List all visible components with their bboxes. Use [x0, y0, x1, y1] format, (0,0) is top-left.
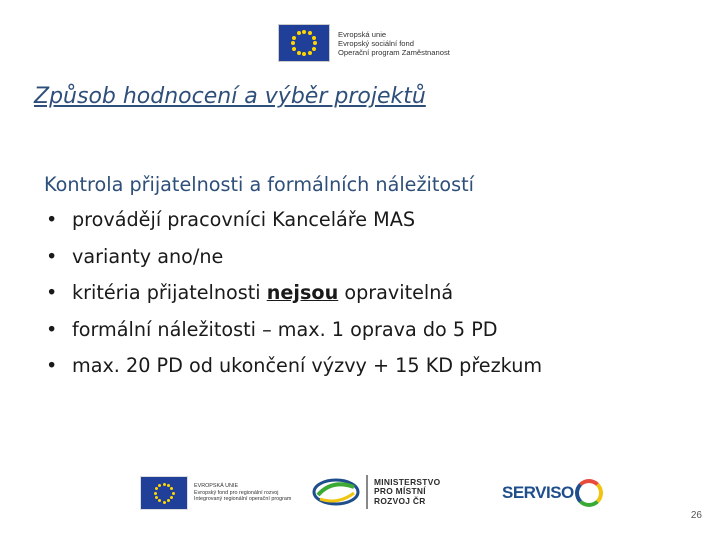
eu-logo-line: Evropský sociální fond — [338, 38, 414, 48]
bullet-icon: • — [46, 244, 58, 268]
serviso-logo — [502, 475, 603, 511]
mmr-logo-line: PRO MÍSTNÍ — [374, 486, 426, 497]
eu-star-icon — [302, 30, 306, 34]
mmr-logo-text — [374, 478, 440, 507]
eu-flag-icon — [140, 476, 188, 510]
eu-star-icon — [302, 52, 306, 56]
slide-content — [44, 168, 684, 385]
bullet-icon: • — [46, 281, 58, 304]
eu-star-icon — [172, 492, 175, 495]
eu-star-icon — [155, 496, 158, 499]
list-item-text: max. 20 PD od ukončení výzvy + 15 KD přezkum — [72, 354, 543, 377]
eu-star-icon — [155, 487, 158, 490]
list-item-text: formální náležitosti – max. 1 oprava do 5 PD — [72, 317, 498, 341]
eu-star-icon — [291, 41, 295, 45]
eu-logo-top — [278, 22, 468, 64]
eu-logo-line: EVROPSKÁ UNIE — [194, 483, 239, 490]
list-item — [44, 348, 684, 385]
list-item-text: varianty ano/ne — [72, 244, 224, 268]
eu-star-icon — [292, 36, 296, 40]
eu-star-icon — [292, 47, 296, 51]
eu-star-icon — [158, 484, 161, 487]
bullet-icon: • — [46, 208, 58, 231]
list-item — [44, 239, 684, 276]
eu-star-icon — [158, 499, 161, 502]
eu-logo-line: Evropský fond pro regionální rozvoj — [194, 489, 279, 496]
slide-title: Způsob hodnocení a výběr projektů — [34, 84, 426, 109]
eu-star-icon — [312, 47, 316, 51]
eu-logo-text — [194, 483, 291, 503]
list-item-text: provádějí pracovníci Kanceláře MAS — [72, 208, 416, 231]
logo-divider — [366, 475, 368, 509]
list-item-text: kritéria přijatelnosti — [72, 281, 267, 304]
eu-logo-text — [338, 30, 450, 57]
eu-logo-line: Evropská unie — [338, 29, 387, 39]
eu-star-icon — [297, 31, 301, 35]
serviso-logo-text: SERVISO — [502, 483, 574, 502]
eu-star-icon — [154, 492, 157, 495]
bullet-icon: • — [46, 317, 58, 341]
section-heading: Kontrola přijatelnosti a formálních náležitostí — [44, 173, 474, 196]
bullet-list — [44, 202, 684, 385]
eu-star-icon — [308, 31, 312, 35]
servis-ring-icon — [575, 479, 603, 507]
eu-logo-line: Integrovaný regionální operační program — [194, 496, 292, 503]
eu-logo-line: Operační program Zaměstnanost — [338, 47, 450, 57]
list-item-text: opravitelná — [338, 281, 454, 304]
eu-star-icon — [308, 51, 312, 55]
emphasized-text: nejsou — [266, 281, 339, 304]
eu-star-icon — [163, 483, 166, 486]
mmr-swoosh-icon — [312, 475, 360, 509]
eu-star-icon — [313, 41, 317, 45]
eu-star-icon — [297, 51, 301, 55]
eu-star-icon — [170, 487, 173, 490]
eu-star-icon — [167, 499, 170, 502]
mmr-logo-line: ROZVOJ ČR — [374, 495, 426, 506]
mmr-logo — [312, 470, 462, 514]
eu-star-icon — [170, 496, 173, 499]
mmr-logo-line: MINISTERSTVO — [374, 476, 441, 487]
eu-logo-bottom — [140, 475, 308, 511]
list-item — [44, 275, 684, 312]
eu-flag-icon — [278, 24, 330, 62]
eu-star-icon — [312, 36, 316, 40]
eu-star-icon — [167, 484, 170, 487]
bullet-icon: • — [46, 354, 58, 377]
page-number: 26 — [690, 510, 702, 521]
list-item — [44, 202, 684, 239]
eu-star-icon — [163, 501, 166, 504]
list-item — [44, 312, 684, 349]
